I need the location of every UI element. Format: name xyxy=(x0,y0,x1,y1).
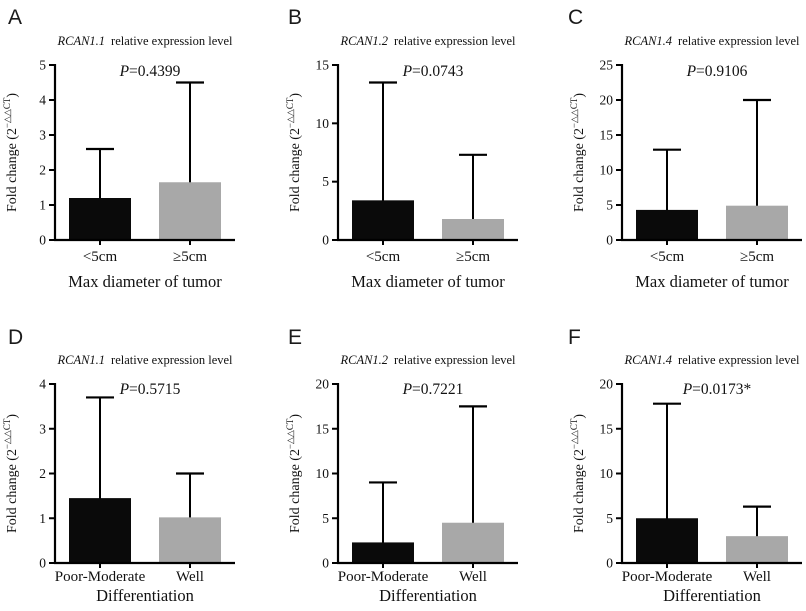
y-axis-title-close: ) xyxy=(288,92,303,98)
p-value-label xyxy=(402,381,464,398)
bar-first xyxy=(352,200,414,240)
x-category-label: ≥5cm xyxy=(172,249,208,265)
y-tick-label: 5 xyxy=(606,197,613,213)
y-tick-label: 20 xyxy=(599,92,613,108)
bar-second xyxy=(159,517,221,563)
p-value-number: =0.7221 xyxy=(412,381,464,398)
y-axis-title-superscript: −△△CT xyxy=(2,97,12,129)
y-axis-title-close: ) xyxy=(288,413,303,419)
y-axis-title xyxy=(2,414,20,533)
bar-first xyxy=(352,542,414,563)
x-category-label: Poor-Moderate xyxy=(54,569,146,585)
p-value-number: =0.5715 xyxy=(129,381,181,398)
x-category-label: <5cm xyxy=(365,249,401,265)
chart-title-rest: relative expression level xyxy=(678,34,800,48)
x-category-label: Well xyxy=(459,569,487,585)
panel-letter: E xyxy=(288,326,303,349)
y-axis-title-superscript: −△△CT xyxy=(285,97,295,129)
x-axis-title: Differentiation xyxy=(379,586,477,605)
p-value-label xyxy=(682,381,752,398)
panel-c xyxy=(540,0,806,310)
y-axis-title-close: ) xyxy=(5,92,20,98)
y-tick-label: 15 xyxy=(315,57,329,73)
p-value-number: =0.0743 xyxy=(412,63,464,80)
x-category-label: <5cm xyxy=(649,249,685,265)
y-tick-label: 5 xyxy=(606,510,613,526)
y-tick-label: 15 xyxy=(599,127,613,143)
chart-title xyxy=(623,34,800,48)
p-value-symbol: P xyxy=(682,381,693,398)
x-category-label: Poor-Moderate xyxy=(337,569,429,585)
chart-title-gene: RCAN1.2 xyxy=(340,34,389,48)
y-axis-title-main: Fold change (2 xyxy=(5,128,20,213)
p-value-label xyxy=(402,63,464,80)
x-category-label: ≥5cm xyxy=(739,249,775,265)
y-tick-label: 4 xyxy=(39,376,46,392)
x-category-label: ≥5cm xyxy=(455,249,491,265)
chart-title xyxy=(339,353,516,367)
p-value-number: =0.0173* xyxy=(692,381,752,398)
y-tick-label: 15 xyxy=(315,421,329,437)
y-axis-title-close: ) xyxy=(572,413,587,419)
p-value-symbol: P xyxy=(402,63,413,80)
p-value-symbol: P xyxy=(119,63,130,80)
panel-a-chart xyxy=(0,0,270,310)
panel-letter: D xyxy=(8,326,24,349)
chart-title-rest: relative expression level xyxy=(394,353,516,367)
y-axis-title xyxy=(285,414,303,533)
panel-b-chart xyxy=(270,0,540,310)
y-tick-label: 10 xyxy=(599,162,613,178)
x-axis-title: Differentiation xyxy=(663,586,761,605)
y-tick-label: 0 xyxy=(322,232,329,248)
panel-letter: C xyxy=(568,6,584,29)
y-tick-label: 0 xyxy=(606,555,613,571)
x-category-label: <5cm xyxy=(82,249,118,265)
panel-e-chart xyxy=(270,310,540,611)
bar-second xyxy=(726,536,788,563)
y-axis-title-superscript: −△△CT xyxy=(285,418,295,450)
y-tick-label: 4 xyxy=(39,92,46,108)
y-axis-title xyxy=(285,93,303,212)
x-axis-title: Differentiation xyxy=(96,586,194,605)
y-axis-title-main: Fold change (2 xyxy=(288,449,303,534)
bar-first xyxy=(636,210,698,240)
y-tick-label: 25 xyxy=(599,57,613,73)
y-axis-title-main: Fold change (2 xyxy=(572,128,587,213)
x-category-label: Poor-Moderate xyxy=(621,569,713,585)
y-tick-label: 3 xyxy=(39,421,46,437)
y-axis-title-main: Fold change (2 xyxy=(572,449,587,534)
y-tick-label: 1 xyxy=(39,197,46,213)
y-tick-label: 10 xyxy=(315,115,329,131)
y-axis-title-main: Fold change (2 xyxy=(288,128,303,213)
y-axis-title xyxy=(2,93,20,212)
panel-c-chart xyxy=(540,0,806,310)
chart-title xyxy=(339,34,516,48)
p-value-symbol: P xyxy=(402,381,413,398)
chart-title xyxy=(623,353,800,367)
y-tick-label: 0 xyxy=(322,555,329,571)
p-value-label xyxy=(119,381,181,398)
y-axis-title xyxy=(569,414,587,533)
chart-title-rest: relative expression level xyxy=(111,353,233,367)
y-tick-label: 2 xyxy=(39,162,46,178)
panel-d-chart xyxy=(0,310,270,611)
bar-second xyxy=(726,206,788,240)
chart-title-rest: relative expression level xyxy=(111,34,233,48)
panel-f-chart xyxy=(540,310,806,611)
y-tick-label: 10 xyxy=(315,466,329,481)
y-axis-title xyxy=(569,93,587,212)
p-value-symbol: P xyxy=(119,381,130,398)
y-tick-label: 15 xyxy=(599,421,613,437)
y-tick-label: 2 xyxy=(39,466,46,481)
chart-title xyxy=(56,34,233,48)
y-tick-label: 1 xyxy=(39,510,46,526)
y-axis-title-close: ) xyxy=(572,92,587,98)
y-tick-label: 0 xyxy=(39,555,46,571)
y-axis-title-close: ) xyxy=(5,413,20,419)
chart-title-gene: RCAN1.2 xyxy=(340,353,389,367)
panel-letter: A xyxy=(8,6,23,29)
panel-f xyxy=(540,310,806,611)
chart-title-gene: RCAN1.4 xyxy=(624,34,673,48)
panel-letter: F xyxy=(568,326,581,349)
y-axis-title-superscript: −△△CT xyxy=(569,418,579,450)
chart-title-rest: relative expression level xyxy=(394,34,516,48)
p-value-label xyxy=(686,63,748,80)
bar-second xyxy=(442,219,504,240)
y-axis-title-superscript: −△△CT xyxy=(2,418,12,450)
y-tick-label: 20 xyxy=(599,376,613,392)
x-axis-title: Max diameter of tumor xyxy=(351,272,505,291)
panel-letter: B xyxy=(288,6,303,29)
p-value-number: =0.9106 xyxy=(696,63,748,80)
chart-title-rest: relative expression level xyxy=(678,353,800,367)
y-tick-label: 20 xyxy=(315,376,329,392)
y-axis-title-main: Fold change (2 xyxy=(5,449,20,534)
x-category-label: Well xyxy=(176,569,204,585)
x-axis-title: Max diameter of tumor xyxy=(68,272,222,291)
bar-second xyxy=(159,182,221,240)
p-value-symbol: P xyxy=(686,63,697,80)
p-value-label xyxy=(119,63,181,80)
y-tick-label: 5 xyxy=(322,174,329,190)
y-axis-title-superscript: −△△CT xyxy=(569,97,579,129)
panel-e xyxy=(270,310,540,611)
y-tick-label: 5 xyxy=(39,57,46,73)
bar-first xyxy=(69,198,131,240)
x-axis-title: Max diameter of tumor xyxy=(635,272,789,291)
y-tick-label: 5 xyxy=(322,510,329,526)
y-tick-label: 0 xyxy=(39,232,46,248)
y-tick-label: 0 xyxy=(606,232,613,248)
chart-title-gene: RCAN1.1 xyxy=(57,353,106,367)
bar-second xyxy=(442,523,504,563)
panel-a xyxy=(0,0,270,310)
y-tick-label: 3 xyxy=(39,127,46,143)
bar-first xyxy=(69,498,131,563)
p-value-number: =0.4399 xyxy=(129,63,181,80)
bar-first xyxy=(636,518,698,563)
panel-b xyxy=(270,0,540,310)
chart-title xyxy=(56,353,233,367)
chart-title-gene: RCAN1.1 xyxy=(57,34,106,48)
panel-d xyxy=(0,310,270,611)
chart-title-gene: RCAN1.4 xyxy=(624,353,673,367)
x-category-label: Well xyxy=(743,569,771,585)
y-tick-label: 10 xyxy=(599,466,613,481)
